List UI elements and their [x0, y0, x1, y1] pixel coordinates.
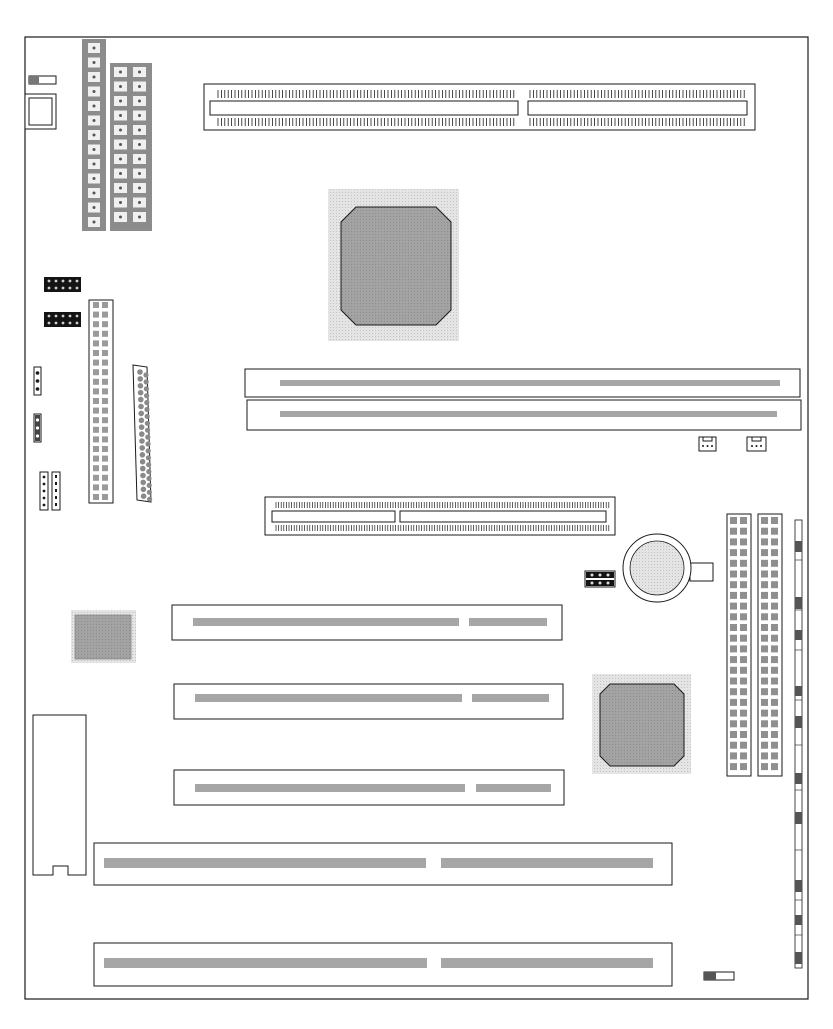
pci-slot-3: [174, 770, 564, 805]
jumper-block-1: [44, 277, 81, 292]
dimm-slot-1: [245, 369, 800, 397]
ide-connector-column: [89, 300, 113, 503]
bios-socket: [33, 715, 86, 875]
jumper-block-2: [44, 312, 81, 327]
three-pin-header-2: [34, 414, 41, 442]
northbridge-chip: [328, 189, 459, 341]
agp-slot: [265, 497, 615, 535]
rear-io-port-small: [29, 76, 56, 84]
rear-io-connector-left: [82, 39, 106, 231]
pci-slot-1: [172, 605, 562, 640]
southbridge-chip: [592, 674, 691, 774]
fan-header-1: [699, 437, 716, 451]
pci-slot-2: [174, 684, 563, 719]
cpu-slot: [204, 84, 755, 130]
bottom-switch: [704, 972, 734, 980]
edge-connector-strip: [795, 520, 802, 968]
jumper-block-3: [585, 571, 615, 587]
io-chip: [71, 610, 136, 663]
rear-io-connector-right: [110, 63, 152, 231]
fan-header-2: [747, 437, 766, 451]
rear-io-port-inner: [29, 98, 52, 125]
dimm-slot-2: [247, 400, 801, 430]
isa-slot-2: [94, 943, 672, 986]
isa-slot-1: [94, 843, 672, 885]
three-pin-header-1: [34, 367, 41, 395]
